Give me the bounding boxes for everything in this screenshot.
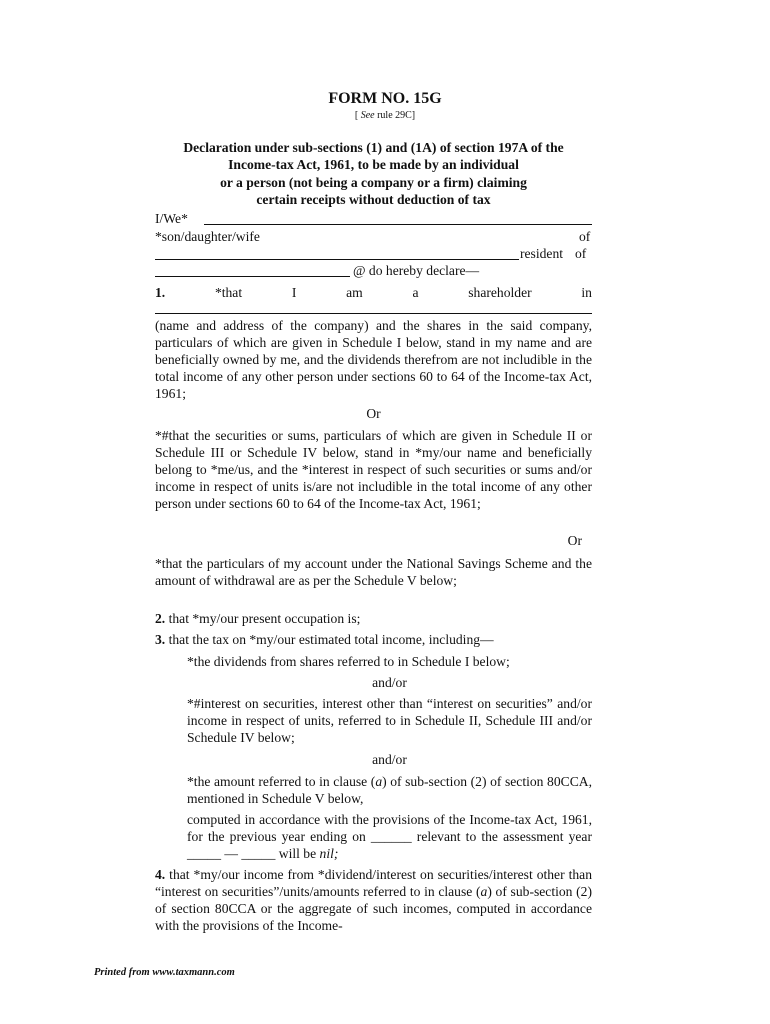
para3-amount	[187, 773, 592, 807]
para1-word-6: in	[581, 285, 592, 300]
heading-line-2: Income-tax Act, 1961, to be made by an individual	[228, 157, 519, 173]
computed-text: computed in accordance with the provisions of the Income-tax Act, 1961, for the previous year ending on ______ relevant to the assessment year _____ — _____ will be	[187, 812, 592, 861]
form-heading	[150, 139, 597, 208]
para4-number: 4.	[155, 867, 166, 882]
para3	[155, 631, 592, 648]
resident-of-label: of	[575, 246, 587, 261]
para3-interest: *#interest on securities, interest other than “interest on securities” and/or income in respect of units, referred to in Schedule II, Schedule III and/or Schedule IV below;	[187, 696, 592, 745]
printed-from-footer: Printed from www.taxmann.com	[94, 967, 235, 978]
para2-text: that *my/our present occupation is;	[165, 611, 361, 626]
para1-word-2: I	[291, 285, 297, 300]
para3-dividends: *the dividends from shares referred to in Schedule I below;	[187, 654, 510, 669]
or-separator-1: Or	[366, 406, 381, 421]
para1-word-1: *that	[214, 285, 243, 300]
or-separator-2: Or	[567, 533, 582, 548]
iwe-label: I/We*	[155, 211, 188, 226]
relation-field-line[interactable]	[155, 259, 519, 260]
resident-label: resident	[520, 246, 564, 261]
relation-label: *son/daughter/wife	[155, 229, 260, 244]
para2	[155, 610, 592, 627]
heading-line-4: certain receipts without deduction of tax	[256, 191, 491, 207]
para4-text-a: that *my/our income from *dividend/interest on securities/interest other than “interest on securities”/units/amounts referred to in clause (	[155, 867, 592, 899]
para4	[155, 866, 592, 934]
para1-word-5: shareholder	[468, 285, 532, 300]
para1-word-4: a	[412, 285, 419, 300]
para1-body: (name and address of the company) and the shares in the said company, particulars of which are given in Schedule I below, stand in my name and are beneficially owned by me, and the dividends therefrom are not includible in the total income of any other person under sections 60 to 64 of the Income-tax Act, 1961;	[155, 318, 592, 401]
andor-2: and/or	[372, 752, 407, 767]
para1-number: 1.	[155, 285, 166, 300]
para4-text-b: ) of sub-section (2) of section 80CCA or the aggregate of such incomes, computed in accordance with the provisions of the Income-	[155, 884, 593, 933]
of-label: of	[579, 229, 591, 244]
para-securities: *#that the securities or sums, particulars of which are given in Schedule II or Schedule III or Schedule IV below, stand in *my/our name and beneficially belong to *me/us, and the *interest in respect of such securities or sums and/or income in respect of units is/are not includible in the total income of any other person under sections 60 to 64 of the Income-tax Act, 1961;	[155, 428, 592, 511]
para-nss: *that the particulars of my account under the National Savings Scheme and the amount of withdrawal are as per the Schedule V below;	[155, 556, 592, 588]
company-field-line[interactable]	[155, 313, 592, 314]
rule-rest: rule 29C]	[374, 110, 416, 121]
form-title: FORM NO. 15G	[328, 90, 442, 107]
name-field-line[interactable]	[204, 224, 592, 225]
computed-nil: nil;	[319, 846, 339, 861]
rule-see: See	[360, 110, 375, 121]
amount-text-b: ) of sub-section (2) of section 80CCA, mentioned in Schedule V below,	[187, 774, 593, 806]
para3-number: 3.	[155, 632, 166, 647]
rule-prefix: [	[354, 110, 361, 121]
amount-text-italic: a	[375, 774, 383, 789]
heading-line-1: Declaration under sub-sections (1) and (1A) of section 197A of the	[183, 140, 564, 155]
para3-text: that the tax on *my/our estimated total income, including—	[165, 632, 494, 647]
rule-reference	[0, 110, 770, 121]
para2-number: 2.	[155, 611, 166, 626]
para1-word-3: am	[346, 285, 363, 300]
heading-line-3: or a person (not being a company or a firm) claiming	[220, 174, 527, 190]
address-field-line[interactable]	[155, 276, 350, 277]
amount-text-a: *the amount referred to in clause (	[187, 774, 376, 789]
para1-first-line	[155, 284, 592, 301]
declare-text: @ do hereby declare—	[353, 263, 480, 278]
para4-italic: a	[480, 884, 488, 899]
para3-computed	[187, 811, 592, 862]
andor-1: and/or	[372, 675, 407, 690]
